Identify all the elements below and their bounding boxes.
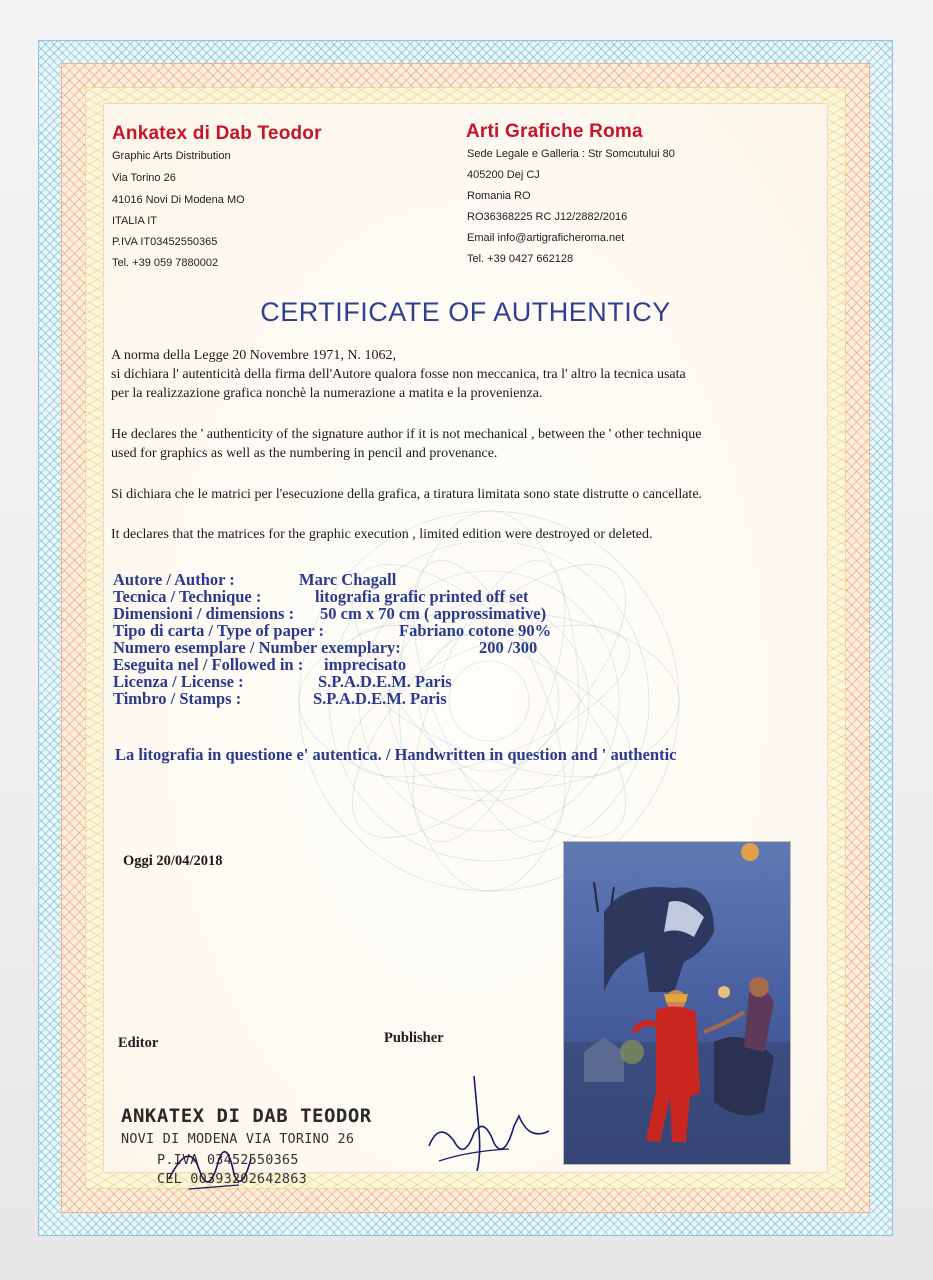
paragraph-line: A norma della Legge 20 Novembre 1971, N. 1062, [111, 348, 396, 363]
right-company-name: Arti Grafiche Roma [466, 121, 643, 142]
detail-label: Autore / Author : [113, 570, 235, 589]
right-company-line: 405200 Dej CJ [467, 169, 540, 181]
publisher-label: Publisher [384, 1030, 444, 1046]
detail-value: 200 /300 [479, 638, 538, 657]
editor-signature [159, 1119, 279, 1209]
detail-label: Eseguita nel / Followed in : [113, 655, 304, 674]
right-company-line: RO36368225 RC J12/2882/2016 [467, 211, 628, 223]
editor-label: Editor [118, 1035, 159, 1051]
detail-value: S.P.A.D.E.M. Paris [313, 689, 447, 708]
detail-row [113, 655, 407, 674]
detail-label: Licenza / License : [113, 672, 244, 691]
paragraph-line: Si dichiara che le matrici per l'esecuzione della grafica, a tiratura limitata sono state distrutte o cancellate. [111, 487, 703, 502]
detail-value: litografia grafic printed off set [315, 587, 529, 606]
paragraph-line: It declares that the matrices for the graphic execution , limited edition were destroyed or deleted. [111, 527, 653, 542]
detail-label: Timbro / Stamps : [113, 689, 242, 708]
detail-label: Tipo di carta / Type of paper : [113, 621, 325, 640]
detail-value: 50 cm x 70 cm ( approssimative) [320, 604, 547, 623]
detail-row [113, 638, 538, 657]
certificate [38, 40, 893, 1236]
detail-row [113, 587, 529, 606]
detail-row [113, 604, 547, 623]
company-stamp-title: ANKATEX DI DAB TEODOR [121, 1105, 372, 1127]
detail-row [113, 570, 397, 589]
detail-value: Marc Chagall [299, 570, 397, 589]
detail-row [113, 621, 552, 640]
left-company-line: P.IVA IT03452550365 [112, 236, 218, 248]
paragraph-line: He declares the ' authenticity of the signature author if it is not mechanical , between the ' other technique [111, 427, 702, 442]
left-company-line: Graphic Arts Distribution [112, 150, 231, 162]
company-stamp-line: CEL 00393202642863 [157, 1171, 307, 1187]
publisher-signature [419, 1071, 559, 1181]
paragraph-line: per la realizzazione grafica nonchè la numerazione a matita e la provenienza. [111, 386, 543, 401]
detail-value: S.P.A.D.E.M. Paris [318, 672, 452, 691]
certificate-title: CERTIFICATE OF AUTHENTICY [260, 297, 671, 327]
authenticity-statement: La litografia in questione e' autentica. / Handwritten in question and ' authentic [115, 745, 677, 764]
detail-row [113, 672, 452, 691]
detail-row [113, 689, 447, 708]
left-company-line: ITALIA IT [112, 215, 158, 227]
left-company-name: Ankatex di Dab Teodor [112, 123, 322, 144]
left-company-line: 41016 Novi Di Modena MO [112, 194, 245, 206]
right-company-line: Romania RO [467, 190, 531, 202]
company-stamp-line: P.IVA 03452550365 [157, 1152, 299, 1168]
detail-label: Numero esemplare / Number exemplary: [113, 638, 401, 657]
date-line: Oggi 20/04/2018 [123, 853, 223, 869]
artwork-image [564, 842, 790, 1164]
paragraph-line: si dichiara l' autenticità della firma dell'Autore qualora fosse non meccanica, tra l' altro la tecnica usata [111, 367, 686, 382]
detail-label: Tecnica / Technique : [113, 587, 262, 606]
company-stamp-line: NOVI DI MODENA VIA TORINO 26 [121, 1131, 355, 1147]
detail-value: imprecisato [324, 655, 407, 674]
right-company-line: Tel. +39 0427 662128 [467, 253, 574, 265]
detail-value: Fabriano cotone 90% [399, 621, 552, 640]
detail-label: Dimensioni / dimensions : [113, 604, 295, 623]
left-company-line: Tel. +39 059 7880002 [112, 257, 219, 269]
right-company-line: Sede Legale e Galleria : Str Somcutului 80 [467, 148, 675, 160]
paragraph-line: used for graphics as well as the numbering in pencil and provenance. [111, 446, 498, 461]
right-company-line: Email info@artigraficheroma.net [467, 232, 625, 244]
left-company-line: Via Torino 26 [112, 172, 176, 184]
